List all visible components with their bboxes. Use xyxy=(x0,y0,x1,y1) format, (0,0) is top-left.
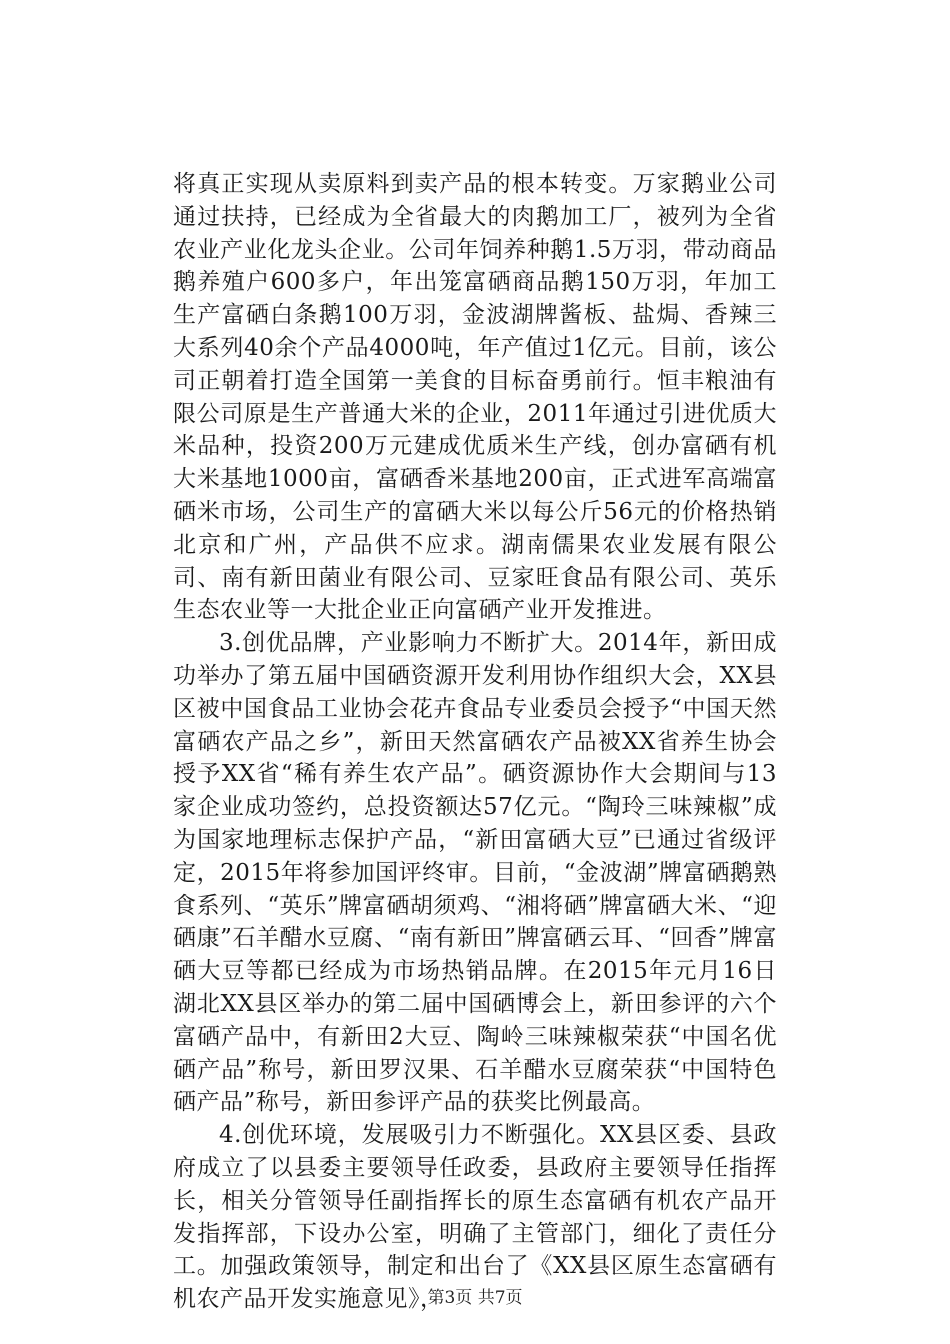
paragraph-continuation: 将真正实现从卖原料到卖产品的根本转变。万家鹅业公司通过扶持，已经成为全省最大的肉鹅加工厂，被列为全省农业产业化龙头企业。公司年饲养种鹅1.5万羽，带动商品鹅养殖户600多户，年出笼富硒商品鹅150万羽，年加工生产富硒白条鹅100万羽，金波湖牌酱板、盐焗、香辣三大系列40余个产品4000吨，年产值过1亿元。目前，该公司正朝着打造全国第一美食的目标奋勇前行。恒丰粮油有限公司原是生产普通大米的企业，2011年通过引进优质大米品种，投资200万元建成优质米生产线，创办富硒有机大米基地1000亩，富硒香米基地200亩，正式进军高端富硒米市场，公司生产的富硒大米以每公斤56元的价格热销北京和广州，产品供不应求。湖南儒果农业发展有限公司、南有新田菌业有限公司、豆家旺食品有限公司、英乐生态农业等一大批企业正向富硒产业开发推进。 xyxy=(173,171,777,624)
paragraph-environment: 4.创优环境，发展吸引力不断强化。XX县区委、县政府成立了以县委主要领导任政委，县政府主要领导任指挥长，相关分管领导任副指挥长的原生态富硒有机农产品开发指挥部，下设办公室，明确了主管部门，细化了责任分工。加强政策领导，制定和出台了《XX县区原生态富硒有机农产品开发实施意见》， xyxy=(173,1122,777,1313)
page-footer: 第3页 共7页 xyxy=(427,1288,523,1308)
paragraph-brand-building: 3.创优品牌，产业影响力不断扩大。2014年，新田成功举办了第五届中国硒资源开发利用协作组织大会，XX县区被中国食品工业协会花卉食品专业委员会授予“中国天然富硒农产品之乡”，新田天然富硒农产品被XX省养生协会授予XX省“稀有养生农产品”。硒资源协作大会期间与13家企业成功签约，总投资额达57亿元。“陶玲三味辣椒”成为国家地理标志保护产品，“新田富硒大豆”已通过省级评定，2015年将参加国评终审。目前，“金波湖”牌富硒鹅熟食系列、“英乐”牌富硒胡须鸡、“湘将硒”牌富硒大米、“迎硒康”石羊醋水豆腐、“南有新田”牌富硒云耳、“回香”牌富硒大豆等都已经成为市场热销品牌。在2015年元月16日湖北XX县区举办的第二届中国硒博会上，新田参评的六个富硒产品中，有新田2大豆、陶岭三味辣椒荣获“中国名优硒产品”称号，新田罗汉果、石羊醋水豆腐荣获“中国特色硒产品”称号，新田参评产品的获奖比例最高。 xyxy=(173,630,777,1116)
document-body xyxy=(173,168,777,1316)
